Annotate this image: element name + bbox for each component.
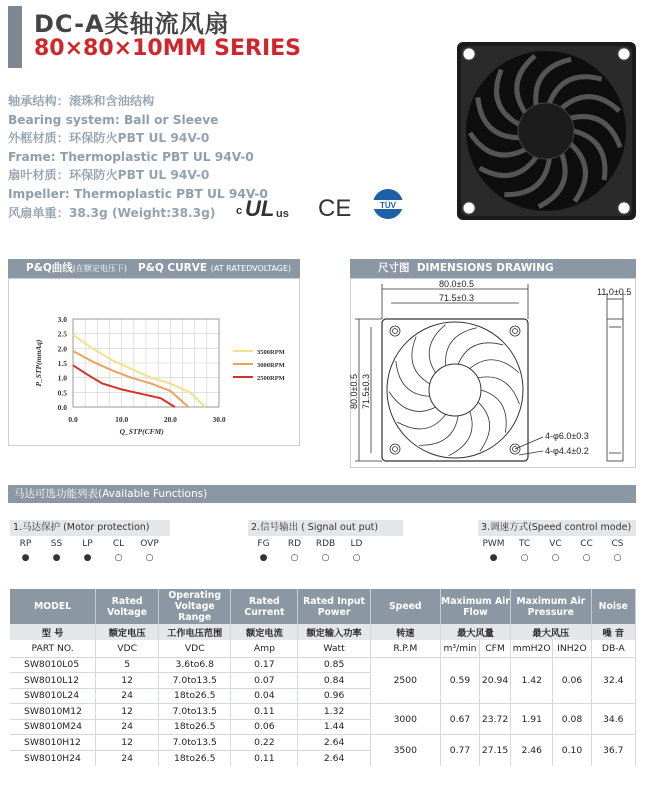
y-tick-label: 3.0 [57,315,67,324]
table-header-row: MODEL Rated Voltage Operating Voltage Range Rated Current Rated Input Power Speed Maximum Air Flow Maximum Air Pressure Noise [10,589,636,624]
svg-text:c: c [236,205,243,217]
spec-line: Frame: Thermoplastic PBT UL 94V-0 [8,149,254,164]
y-tick-label: 2.0 [57,344,67,354]
legend-label: 3500RPM [257,349,285,356]
fan-blade [419,416,458,445]
dim-width-hole: 71.5±0.3 [439,293,474,303]
legend-label: 3000RPM [257,362,285,369]
function-group-motor: 1.马达保护 (Motor protection) RP SS LP CL OVP ● ● ● ○ ○ [10,520,170,563]
fan-product-image [455,40,638,222]
series-line-3000RPM [73,351,188,407]
fan-blade [458,343,503,364]
spec-line: 轴承结构：滚珠和含油结构 [8,94,155,108]
y-tick-label: 2.5 [57,329,67,339]
y-tick-label: 1.5 [57,359,67,368]
table-cn-row: 型 号 额定电压 工作电压范围 额定电流 额定输入功率 转速 最大风量 最大风压 噪 音 [10,624,636,640]
fan-blade [478,402,490,451]
svg-text:UL: UL [245,196,275,221]
x-tick-label: 20.0 [163,415,177,424]
dim-height-hole: 71.5±0.3 [361,374,371,409]
dim-hole-small: 4-φ4.4±0.2 [545,446,589,456]
dim-thickness: 11.0±0.5 [597,287,632,297]
fan-blade [412,337,430,384]
pq-section-header: P&Q曲线(在额定电压下) P&Q CURVE (AT RATEDVOLTAGE) [8,259,300,278]
x-tick-label: 30.0 [212,415,226,424]
table-row: SW8010L24 24 18to26.5 0.04 0.96 [10,688,636,704]
table-unit-row: PART NO. VDC VDC Amp Watt R.P.M m³/min CFM mmH2O INH2O DB-A [10,640,636,657]
table-row: SW8010M24 24 18to26.5 0.06 1.44 [10,719,636,735]
dimension-drawing-panel [350,278,636,468]
series-title: 80×80×10MM SERIES [34,36,302,61]
spec-line: Impeller: Thermoplastic PBT UL 94V-0 [8,186,268,201]
table-row: SW8010H12 12 7.0to13.5 0.22 2.64 3500 0.77 27.15 2.46 0.10 36.7 [10,735,636,751]
certification-marks [236,184,416,226]
spec-line: 外框材质：环保防火PBT UL 94V-0 [8,131,210,146]
functions-section-header: 马达可选功能列表(Available Functions) [8,485,636,503]
y-tick-label: 0.0 [57,403,67,412]
dim-section-header: 尺寸图 DIMENSIONS DRAWING [350,259,636,278]
ce-mark-icon: CE [318,195,352,222]
y-tick-label: 0.5 [57,388,67,398]
dimension-drawing [351,279,635,467]
y-axis-label: P_STP(mmAq) [34,339,43,387]
pq-chart [9,279,299,445]
function-group-signal: 2.信号输出 ( Signal out put) FG RD RDB LD ● ○ ○ ○ [248,520,403,563]
x-tick-label: 10.0 [115,415,129,424]
fan-blade [396,361,430,396]
x-tick-label: 0.0 [68,415,78,424]
y-tick-label: 1.0 [57,373,67,383]
fan-blade [481,390,506,433]
spec-line: Bearing system: Ball or Sleeve [8,112,219,127]
spec-list [8,92,268,222]
spec-line: 风扇单重：38.3g (Weight:38.3g) [8,205,216,220]
x-axis-label: Q_STP(CFM) [119,427,164,436]
fan-blade [397,414,445,429]
spec-table [10,589,636,766]
fan-blade [470,360,519,373]
function-group-speed: 3.调速方式(Speed control mode) PWM TC VC CC CS ● ○ ○ ○ ○ [478,520,636,563]
ul-mark-icon [236,196,289,221]
header-accent-bar [8,6,22,68]
fan-blade [449,411,472,455]
table-row: SW8010M12 12 7.0to13.5 0.11 1.32 3000 0.67 23.72 1.91 0.08 34.6 [10,704,636,720]
pq-chart-panel [8,278,300,446]
dim-width-outer: 80.0±0.5 [439,279,474,289]
fan-blade [429,325,445,373]
spec-line: 扇叶材质：环保防火PBT UL 94V-0 [8,168,210,183]
page-title: DC-A类轴流风扇 [34,10,230,38]
table-row: SW8010L05 5 3.6to6.8 0.17 0.85 2500 0.59 20.94 1.42 0.06 32.4 [10,657,636,673]
table-row: SW8010L12 12 7.0to13.5 0.07 0.84 [10,673,636,689]
dim-height-outer: 80.0±0.5 [349,374,359,409]
legend-label: 2500RPM [257,375,285,382]
series-line-3500RPM [73,335,205,407]
svg-text:us: us [276,208,289,220]
table-row: SW8010H24 24 18to26.5 0.11 2.64 [10,750,636,766]
svg-text:TÜV: TÜV [380,201,396,210]
tuv-mark-icon [373,189,403,219]
dim-hole-large: 4-φ6.0±0.3 [545,431,589,441]
fan-blade [389,392,436,412]
